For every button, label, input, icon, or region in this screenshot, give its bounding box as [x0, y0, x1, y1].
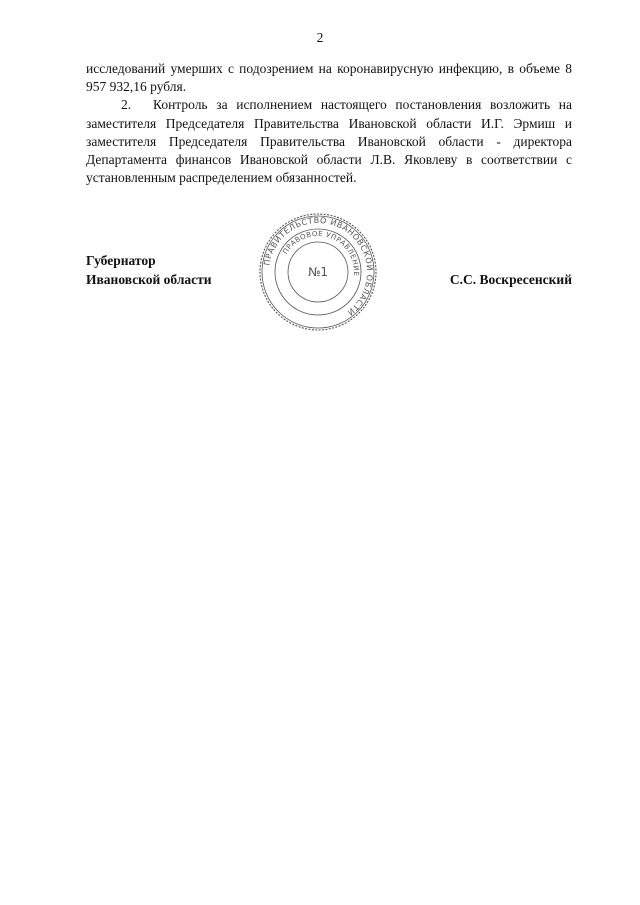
page-number: 2 — [316, 30, 324, 45]
signatory-name: С.С. Воскресенский — [449, 271, 572, 287]
seal-center-text: №1 — [307, 265, 329, 279]
paragraph-1: исследований умерших с подозрением на коронавирусную инфекцию, в объеме 8 957 932,16 рубля. — [86, 61, 572, 95]
official-seal — [258, 212, 378, 332]
paragraph-2-number: 2. — [121, 97, 132, 113]
paragraph-2 — [86, 96, 572, 187]
signatory-title-line-1: Губернатор — [86, 253, 156, 268]
seal-outer-text: ПРАВИТЕЛЬСТВО ИВАНОВСКОЙ ОБЛАСТИ — [262, 215, 375, 318]
signatory-title — [86, 252, 212, 289]
seal-graphic — [258, 212, 378, 332]
seal-inner-text: ПРАВОВОЕ УПРАВЛЕНИЕ — [281, 229, 361, 277]
paragraph-2-text: Контроль за исполнением настоящего постановления возложить на заместителя Председателя Правительства Ивановской области И.Г. Эрмиш и заместителя Председателя Правительства Ивановской области - директора Департамента финансов Ивановской области Л.В. Яковлеву в соответствии с установленным распределением обязанностей. — [86, 97, 572, 186]
document-body — [86, 60, 572, 187]
signatory-title-line-2: Ивановской области — [86, 271, 212, 287]
